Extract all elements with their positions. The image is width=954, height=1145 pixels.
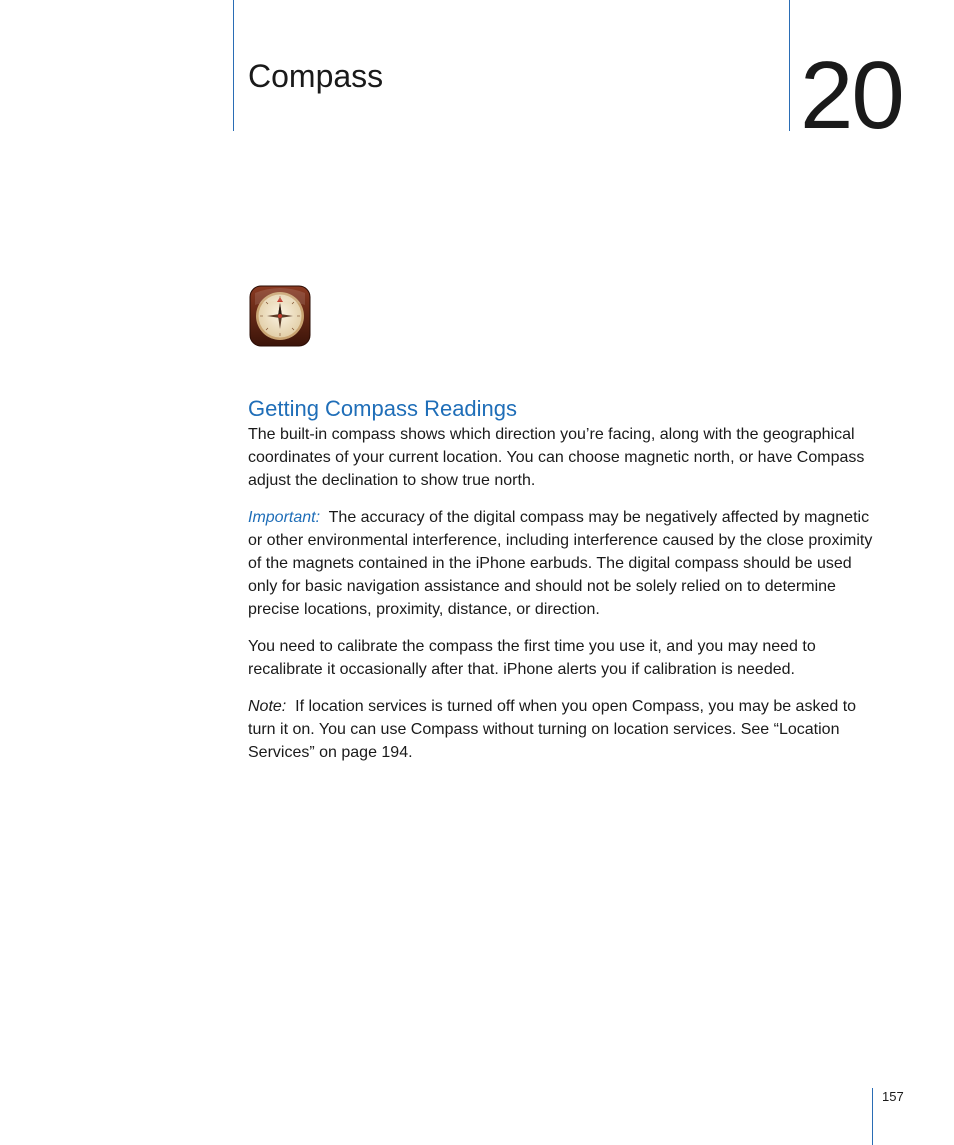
paragraph-calibration: You need to calibrate the compass the first time you use it, and you may need to recalibrate it occasionally after that. iPhone alerts you if calibration is needed. [248, 638, 816, 678]
chapter-header-rule-left [233, 0, 234, 131]
note-label: Note: [248, 698, 287, 715]
paragraph-note [248, 695, 878, 764]
section-heading: Getting Compass Readings [248, 396, 518, 421]
page-number: 157 [882, 1089, 904, 1104]
page-number-rule [872, 1088, 873, 1145]
paragraph-important [248, 506, 878, 621]
chapter-header-rule-right [789, 0, 790, 131]
compass-app-icon [249, 285, 311, 347]
chapter-title: Compass [248, 58, 384, 94]
important-text: The accuracy of the digital compass may be negatively affected by magnetic or other environmental interference, including interference caused by the close proximity of the magnets contained in the iPhone earbuds. The digital compass should be used only for basic navigation assistance and should not be solely relied on to determine precise locations, proximity, distance, or direction. [248, 509, 873, 618]
paragraph-intro: The built-in compass shows which direction you’re facing, along with the geographical coordinates of your current location. You can choose magnetic north, or have Compass adjust the declination to show true north. [248, 426, 865, 489]
compass-icon [249, 285, 311, 347]
important-label: Important: [248, 509, 321, 526]
chapter-number: 20 [800, 42, 903, 149]
note-text: If location services is turned off when you open Compass, you may be asked to turn it on. You can use Compass without turning on location services. See “Location Services” on page 194. [248, 698, 857, 761]
